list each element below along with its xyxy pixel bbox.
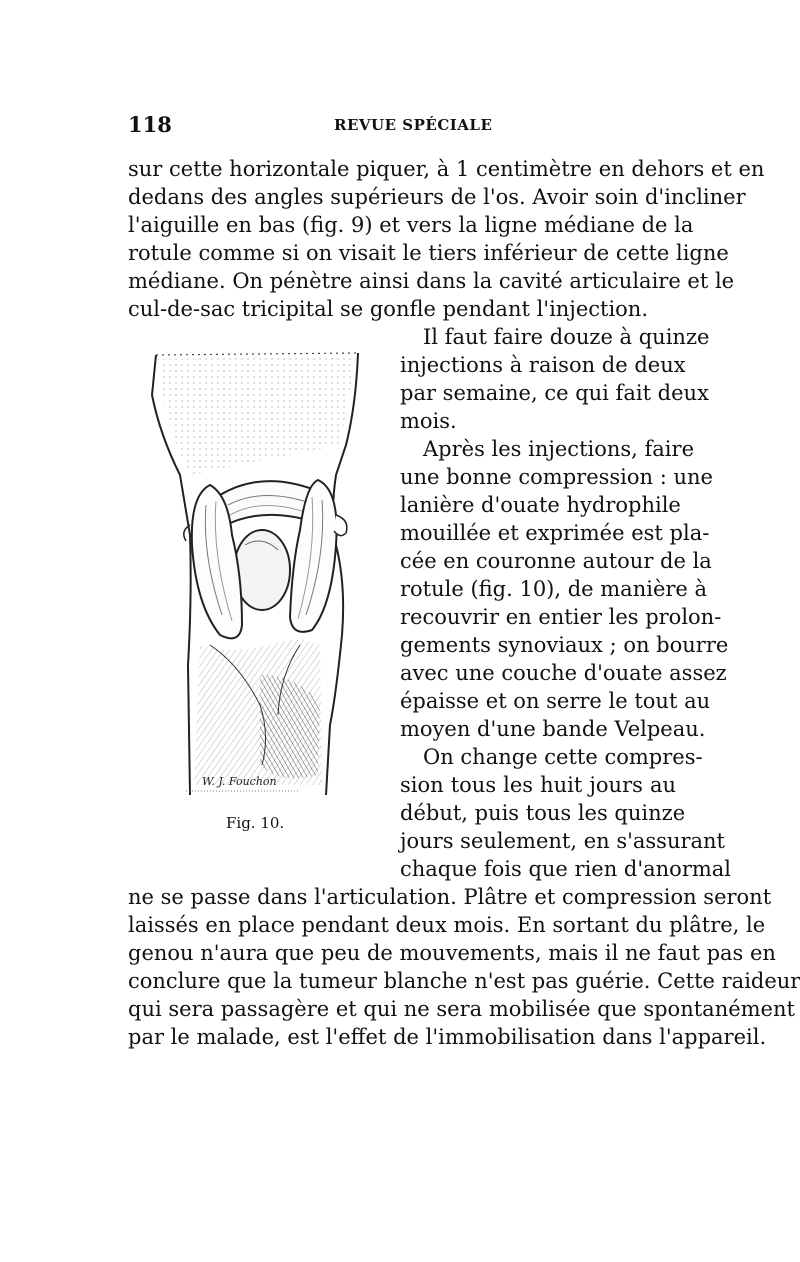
text-line: rotule comme si on visait le tiers inférieur de cette ligne [128,241,729,265]
text-line: par semaine, ce qui fait deux [400,381,709,405]
figure-knee-illustration [150,345,372,807]
text-line: épaisse et on serre le tout au [400,689,711,713]
text-line: mois. [400,409,457,433]
text-line: sur cette horizontale piquer, à 1 centimètre en dehors et en [128,157,765,181]
text-line: On change cette compres- [423,745,703,769]
text-line: conclure que la tumeur blanche n'est pas guérie. Cette raideur [128,969,800,993]
text-line: début, puis tous les quinze [400,801,686,825]
text-line: lanière d'ouate hydrophile [400,493,681,517]
running-head: REVUE SPÉCIALE [334,116,493,134]
text-line: gements synoviaux ; on bourre [400,633,729,657]
page-number: 118 [128,112,172,137]
text-line: moyen d'une bande Velpeau. [400,717,706,741]
text-line: genou n'aura que peu de mouvements, mais il ne faut pas en [128,941,776,965]
text-line: médiane. On pénètre ainsi dans la cavité articulaire et le [128,269,735,293]
text-line: chaque fois que rien d'anormal [400,857,732,881]
text-line: cée en couronne autour de la [400,549,712,573]
artist-signature: W. J. Fouchon [202,775,277,788]
knee-bandage-illustration-icon [150,345,372,807]
page-header [128,112,676,136]
figure-caption: Fig. 10. [226,814,285,832]
text-line: rotule (fig. 10), de manière à [400,577,708,601]
text-line: cul-de-sac tricipital se gonfle pendant l'injection. [128,297,649,321]
text-line: ne se passe dans l'articulation. Plâtre et compression seront [128,885,772,909]
text-line: dedans des angles supérieurs de l'os. Avoir soin d'incliner [128,185,746,209]
text-line: par le malade, est l'effet de l'immobilisation dans l'appareil. [128,1025,767,1049]
text-line: Après les injections, faire [423,437,694,461]
text-line: Il faut faire douze à quinze [423,325,710,349]
text-line: injections à raison de deux [400,353,686,377]
text-line: sion tous les huit jours au [400,773,676,797]
text-line: jours seulement, en s'assurant [400,829,725,853]
text-line: laissés en place pendant deux mois. En sortant du plâtre, le [128,913,766,937]
text-line: mouillée et exprimée est pla- [400,521,710,545]
text-line: qui sera passagère et qui ne sera mobilisée que spontanément [128,997,795,1021]
text-line: l'aiguille en bas (fig. 9) et vers la ligne médiane de la [128,213,694,237]
text-line: une bonne compression : une [400,465,713,489]
text-line: avec une couche d'ouate assez [400,661,727,685]
text-line: recouvrir en entier les prolon- [400,605,722,629]
